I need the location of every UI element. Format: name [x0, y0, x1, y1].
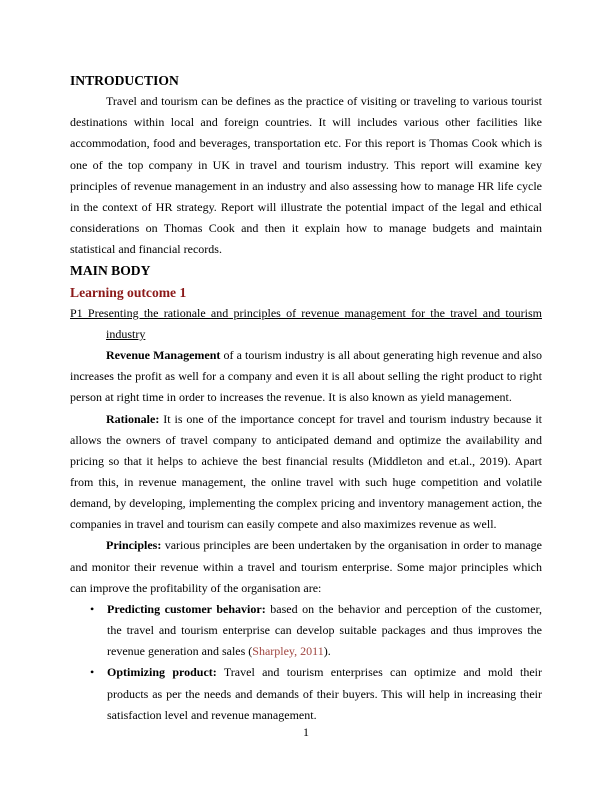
bullet-icon: • — [90, 665, 95, 680]
principles-text: various principles are been undertaken by the organisation in order to manage and monitor their revenue within a travel and tourism enterprise. Some major principles which can improve the profitability of the organisation are: — [70, 538, 542, 595]
revenue-management-text: of a tourism industry is all about generating high revenue and also increases the profit as well for a company and even it is all about selling the right product to right person at right time in order to increases the revenue. It is also known as yield management. — [70, 348, 543, 405]
rationale-paragraph — [70, 409, 542, 536]
list-item — [90, 662, 542, 725]
learning-outcome-heading: Learning outcome 1 — [70, 284, 187, 300]
principles-paragraph — [70, 535, 542, 598]
citation-text: Sharpley, 2011 — [252, 644, 324, 659]
bullet-lead: Optimizing product: — [107, 665, 217, 680]
bullet-text: based on the behavior and perception of the customer, the travel and tourism enterprise can develop suitable packages and thus improves the revenue generation and sales ( — [107, 601, 542, 659]
bullet-text: Travel and tourism enterprises can optimize and mold their products as per the needs and demands of their buyers. This will help in increasing their satisfaction level and revenue management. — [107, 665, 542, 722]
principles-bullet-list — [70, 599, 542, 726]
bullet-text-after-citation: ). — [323, 644, 331, 659]
rationale-lead: Rationale: — [106, 411, 160, 426]
rationale-text: It is one of the importance concept for travel and tourism industry because it allows the owners of travel company to anticipated demand and optimize the availability and pricing so that it helps to achieve the best financial results (Middleton and et.al., 2019). Apart from this, in revenue management, the online travel with such huge competition and volatile demand, by developing, implementing the complex pricing and inventory management action, the companies in travel and tourism can easily compete and also maximizes revenue as well. — [70, 411, 542, 532]
revenue-management-lead: Revenue Management — [106, 348, 221, 363]
page-number: 1 — [303, 725, 309, 739]
list-item — [90, 599, 542, 662]
introduction-heading: INTRODUCTION — [70, 73, 179, 88]
bullet-lead: Predicting customer behavior: — [107, 601, 266, 616]
principles-lead: Principles: — [106, 538, 162, 553]
bullet-icon: • — [90, 601, 95, 616]
introduction-paragraph: Travel and tourism can be defines as the practice of visiting or traveling to various tourist destinations within local and foreign countries. It will includes various other facilities like accommodation, food and beverages, transportation etc. For this report is Thomas Cook which is one of the top company in UK in travel and tourism industry. This report will examine key principles of revenue management in an industry and also assessing how to manage HR life cycle in the context of HR strategy. Report will illustrate the potential impact of the legal and ethical considerations on Thomas Cook and then it explain how to manage budgets and maintain statistical and financial records. — [70, 94, 542, 257]
page-content — [70, 70, 542, 726]
revenue-management-paragraph — [70, 345, 542, 408]
main-body-heading: MAIN BODY — [70, 263, 151, 279]
p1-heading: P1 Presenting the rationale and principles of revenue management for the travel and tourism industry — [70, 305, 542, 341]
